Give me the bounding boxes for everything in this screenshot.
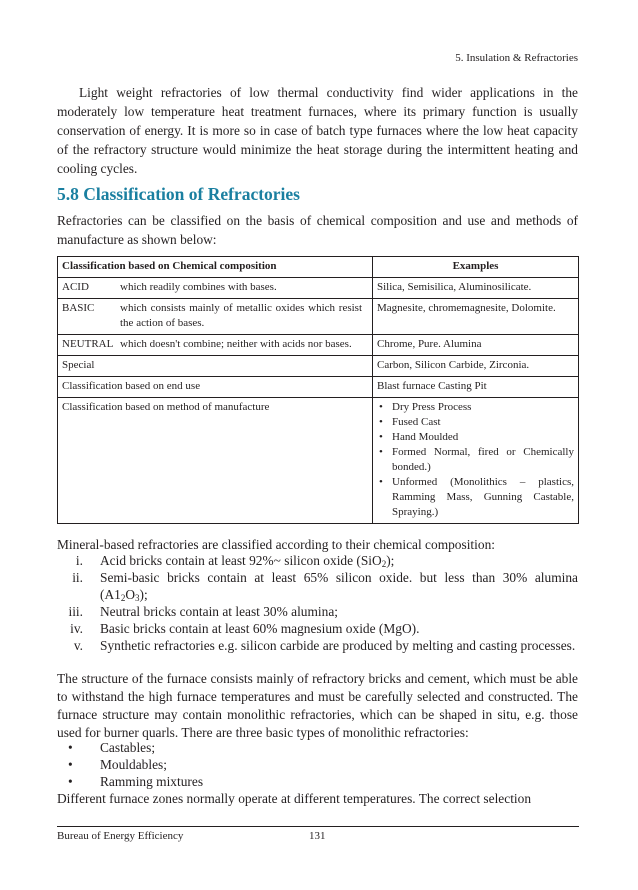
list-number: iv. (70, 621, 83, 636)
table-row (58, 299, 579, 335)
list-text: ); (139, 587, 148, 602)
list-number: ii. (72, 570, 83, 585)
list-item: • Fused Cast (377, 415, 574, 430)
table-cell (373, 398, 579, 524)
table-header-right: Examples (373, 257, 579, 278)
table-header-left: Classification based on Chemical composition (58, 257, 373, 278)
table-cell: Classification based on method of manufacture (58, 398, 373, 524)
list-item (57, 603, 578, 620)
bullet-icon: • (68, 774, 73, 789)
list-item: • Dry Press Process (377, 400, 574, 415)
list-text: Synthetic refractories e.g. silicon carbide are produced by melting and casting processes. (100, 638, 576, 653)
list-number: iii. (68, 604, 83, 619)
table-row (58, 398, 579, 524)
table-row (58, 335, 579, 356)
footer-org: Bureau of Energy Efficiency (57, 830, 184, 842)
list-item: • Formed Normal, fired or Chemically bonded.) (377, 445, 574, 475)
list-text: Semi-basic bricks contain at least 65% silicon oxide. but less than 30% alumina (A1 (100, 570, 578, 602)
class-desc: which consists mainly of metallic oxides which resist the action of bases. (120, 302, 362, 329)
mineral-intro: Mineral-based refractories are classified according to their chemical composition: (57, 537, 495, 552)
list-text: Ramming mixtures (100, 774, 204, 789)
list-text: Basic bricks contain at least 60% magnesium oxide (MgO). (100, 621, 420, 636)
subscript: 3 (135, 593, 140, 603)
bullet-icon: • (68, 757, 73, 772)
list-text: Acid bricks contain at least 92%~ silicon oxide (SiO (100, 553, 382, 568)
manufacture-examples (377, 400, 574, 520)
list-item (57, 569, 578, 603)
table-cell: Carbon, Silicon Carbide, Zirconia. (373, 356, 579, 377)
class-label: ACID (62, 281, 89, 293)
classification-table (57, 256, 579, 524)
list-item: • Unformed (Monolithics – plastics, Ramming Mass, Gunning Castable, Spraying.) (377, 475, 574, 520)
table-cell: Special (58, 356, 373, 377)
table-cell: Magnesite, chromemagnesite, Dolomite. (373, 299, 579, 335)
list-item (57, 739, 578, 756)
table-cell: Blast furnace Casting Pit (373, 377, 579, 398)
list-number: i. (75, 553, 83, 568)
intro-paragraph: Light weight refractories of low thermal conductivity find wider applications in the moderately low temperature heat treatment furnaces, where its primary function is usually conservation of energy. It is more so in case of batch type furnaces where the low heat capacity of the refractory structure would minimize the heat storage during the intermittent heating and cooling cycles. (57, 85, 578, 176)
closing-line: Different furnace zones normally operate at different temperatures. The correct selection (57, 791, 532, 806)
list-item (57, 552, 578, 569)
monolithic-list (57, 739, 578, 790)
table-cell: Silica, Semisilica, Aluminosilicate. (373, 278, 579, 299)
list-text: Neutral bricks contain at least 30% alumina; (100, 604, 338, 619)
list-text: Mouldables; (100, 757, 167, 772)
class-desc: which readily combines with bases. (120, 281, 277, 293)
table-cell: Classification based on end use (58, 377, 373, 398)
class-label: BASIC (62, 302, 95, 314)
table-cell (58, 335, 373, 356)
list-number: v. (73, 638, 83, 653)
table-header-row (58, 257, 579, 278)
list-text: O (125, 587, 135, 602)
footer-rule (57, 826, 579, 827)
table-cell (58, 278, 373, 299)
subscript: 2 (120, 593, 126, 603)
section-intro: Refractories can be classified on the basis of chemical composition and use and methods of manufacture as shown below: (57, 213, 578, 247)
section-heading: 5.8 Classification of Refractories (57, 184, 300, 204)
bullet-icon: • (68, 740, 73, 755)
table-row (58, 278, 579, 299)
list-item (57, 620, 578, 637)
mineral-list (57, 552, 578, 654)
list-item (57, 637, 578, 654)
list-item: • Hand Moulded (377, 430, 574, 445)
page-number: 131 (309, 830, 326, 842)
list-text: ); (386, 553, 395, 568)
table-cell: Chrome, Pure. Alumina (373, 335, 579, 356)
list-text: Castables; (100, 740, 156, 755)
running-header: 5. Insulation & Refractories (455, 52, 578, 64)
class-label: NEUTRAL (62, 338, 114, 350)
list-item (57, 756, 578, 773)
table-row (58, 377, 579, 398)
list-item (57, 773, 578, 790)
table-row (58, 356, 579, 377)
class-desc: which doesn't combine; neither with acids nor bases. (120, 338, 352, 350)
structure-paragraph: The structure of the furnace consists mainly of refractory bricks and cement, which must be able to withstand the high furnace temperatures and must be carefully selected and constructed. The furnace structure may contain monolithic refractories, which can be shaped in situ, e.g. those used for burner quarls. There are three basic types of monolithic refractories: (57, 671, 578, 740)
table-cell (58, 299, 373, 335)
subscript: 2 (381, 559, 387, 569)
